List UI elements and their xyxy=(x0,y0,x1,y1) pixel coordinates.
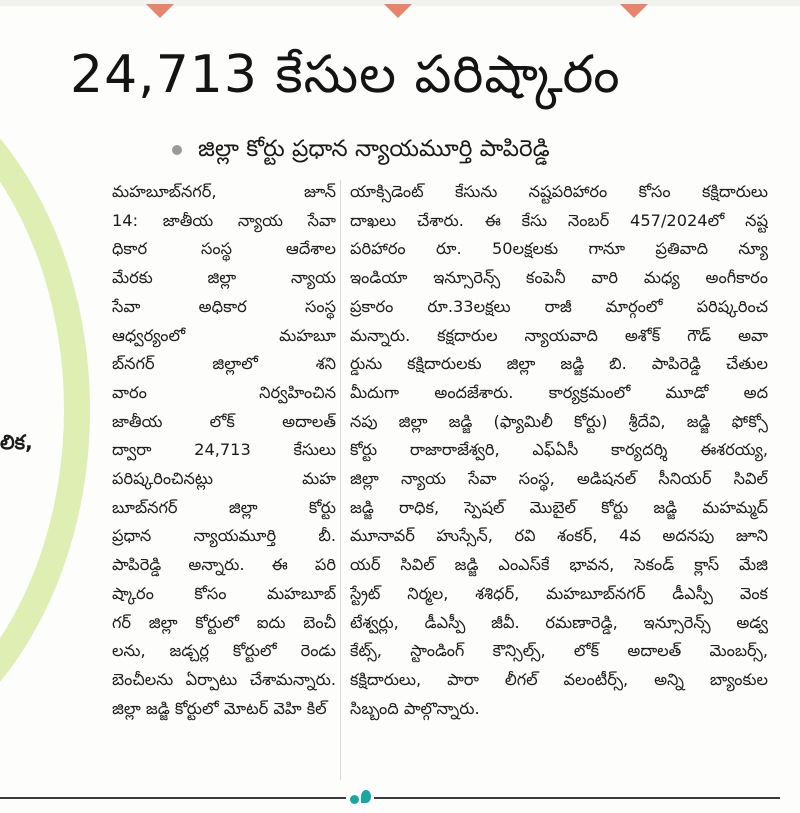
text-line: దాఖలు చేశారు. ఈ కేసు నెంబర్ 457/2024లో నష్ట xyxy=(350,210,768,230)
text-line: బూబ్‌నగర్ జిల్లా కోర్టు xyxy=(112,497,336,517)
text-line: గర్ జిల్లా కోర్టులో ఐదు బెంచీ xyxy=(112,612,336,632)
text-line: మూనావర్ హుస్సేన్, రవి శంకర్, 4వ అదనపు జూని xyxy=(350,526,768,546)
text-line: పరిహారం రూ. 50లక్షలకు గానూ ప్రతివాది న్యూ xyxy=(350,239,768,259)
text-line: పరిష్కరించినట్లు మహ xyxy=(112,469,336,489)
article-column-1 xyxy=(112,178,336,723)
text-line: ఆధ్వర్యంలో మహబూ xyxy=(112,325,336,345)
column-divider xyxy=(340,180,341,780)
text-line: ప్రకారం రూ.33లక్షలు రాజీ మార్గంలో పరిష్కరించ xyxy=(350,296,768,316)
text-line: ధికార సంస్థ ఆదేశాల xyxy=(112,239,336,259)
text-line: మేరకు జిల్లా న్యాయ xyxy=(112,268,336,288)
text-line: ప్రధాన న్యాయమూర్తి బీ. xyxy=(112,526,336,546)
text-line: కోర్టు రాజారాజేశ్వరి, ఎఫ్ఏసీ కార్యదర్శి ఈశరయ్య, xyxy=(350,440,768,460)
article-subhead xyxy=(172,132,732,166)
text-line: యర్ సివిల్ జడ్జి ఎంఎస్‌కే భావన, సెకండ్ క్లాస్ మేజి xyxy=(350,555,768,575)
subhead-text: జిల్లా కోర్టు ప్రధాన న్యాయమూర్తి పాపిరెడ్డి xyxy=(198,136,550,162)
bullet-icon xyxy=(172,145,182,155)
text-line: 14: జాతీయ న్యాయ సేవా xyxy=(112,210,336,230)
article-column-2 xyxy=(350,178,768,723)
text-line: లను, జడ్చర్ల కోర్టులో రెండు xyxy=(112,641,336,661)
text-line: టేశ్వర్లు, డీఎస్పీ జీవీ. రమణారెడ్డి, ఇన్సూరెన్స్ అడ్వ xyxy=(350,612,768,632)
text-line: జడ్జి రాధిక, స్పెషల్ మొబైల్ కోర్టు జడ్జి మహమ్మద్ xyxy=(350,497,768,517)
text-line: కక్షిదారులు, పారా లీగల్ వలంటీర్స్, అన్ని బ్యాంకుల xyxy=(350,669,768,689)
text-line: మన్నారు. కక్షదారుల న్యాయవాది అశోక్ గౌడ్ అవా xyxy=(350,325,768,345)
text-line: జిల్లా జడ్జి కోర్టులో మోటర్ వెహి కిల్ xyxy=(112,698,327,718)
bottom-rule xyxy=(0,797,780,799)
article-headline: 24,713 కేసుల పరిష్కారం xyxy=(70,45,621,105)
text-line: సేవా అధికార సంస్థ xyxy=(112,296,336,316)
text-line: ద్వారా 24,713 కేసులు xyxy=(112,440,336,460)
text-line: బెంచీలను ఏర్పాటు చేశామన్నారు. xyxy=(112,669,336,689)
text-line: బ్‌నగర్ జిల్లాలో శని xyxy=(112,354,336,374)
cropped-neighbor-text: లిక, xyxy=(0,430,33,454)
text-line: ర్డును కక్షిదారులకు జిల్లా జడ్జి బి. పాపిరెడ్డి చేతుల xyxy=(350,354,768,374)
text-line: కేట్స్, స్టాండింగ్ కౌన్సిల్స్, లోక్ అదాలత్ మెంబర్స్, xyxy=(350,641,768,661)
chevron-marker-1 xyxy=(146,4,174,18)
text-line: నపు జిల్లా జడ్జి (ఫ్యామిలీ కోర్టు) శ్రీదేవి, జడ్జి ఫోక్సో xyxy=(350,411,768,431)
chevron-marker-2 xyxy=(384,4,412,18)
text-line: ఇండియా ఇన్సూరెన్స్ కంపెనీ వారి మధ్య అంగీకారం xyxy=(350,268,768,288)
text-line: జిల్లా న్యాయ సేవా సంస్థ, అడిషనల్ సీనియర్ సివిల్ xyxy=(350,469,768,489)
text-line: మహబూబ్‌నగర్, జూన్ xyxy=(112,182,336,201)
text-line: వారం నిర్వహించిన xyxy=(112,382,336,402)
text-line: స్ట్రేట్ నిర్మల, శశిధర్, మహబూబ్‌నగర్ డీఎస్పీ వెంక xyxy=(350,583,768,603)
text-line: ష్కారం కోసం మహబూబ్ xyxy=(112,583,336,603)
text-line: యాక్సిడెంట్ కేసును నష్టపరిహారం కోసం కక్షిదారులు xyxy=(350,182,768,201)
end-dot-icon xyxy=(350,795,359,804)
end-of-article-icon xyxy=(346,786,374,808)
text-line: మీదుగా అందజేశారు. కార్యక్రమంలో మూడో అద xyxy=(350,382,768,402)
text-line: జాతీయ లోక్ అదాలత్ xyxy=(112,411,336,431)
end-tail-icon xyxy=(361,790,371,803)
chevron-marker-3 xyxy=(620,4,648,18)
text-line: సిబ్బంది పాల్గొన్నారు. xyxy=(350,698,480,718)
text-line: పాపిరెడ్డి అన్నారు. ఈ పరి xyxy=(112,555,336,575)
decorative-green-arc xyxy=(0,40,90,780)
